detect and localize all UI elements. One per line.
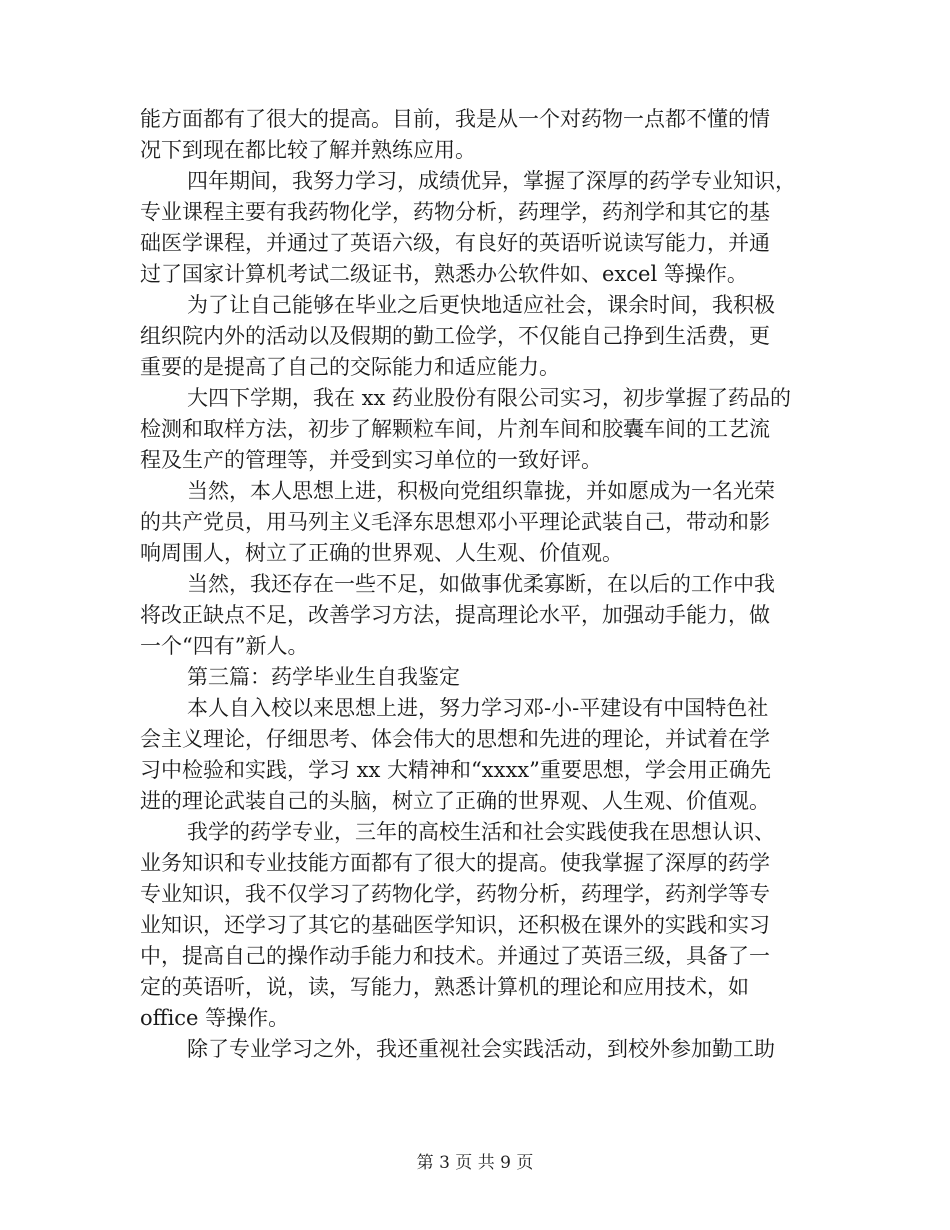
text-line: 检测和取样方法，初步了解颗粒车间，片剂车间和胶囊车间的工艺流 (140, 417, 770, 441)
text-line: 的共产党员，用马列主义毛泽东思想邓小平理论武装自己，带动和影 (140, 510, 770, 534)
text-line: 能方面都有了很大的提高。目前，我是从一个对药物一点都不懂的情 (140, 107, 770, 131)
text-line: 将改正缺点不足，改善学习方法，提高理论水平，加强动手能力，做 (140, 603, 770, 627)
text-line: 组织院内外的活动以及假期的勤工俭学，不仅能自己挣到生活费，更 (140, 324, 770, 348)
text-line: 程及生产的管理等，并受到实习单位的一致好评。 (140, 448, 602, 472)
text-line: office 等操作。 (140, 1006, 290, 1030)
text-line: 定的英语听，说，读，写能力，熟悉计算机的理论和应用技术，如 (140, 975, 749, 999)
text-line: 业知识，还学习了其它的基础医学知识，还积极在课外的实践和实习 (140, 913, 770, 937)
text-line: 习中检验和实践，学习 xx 大精神和“xxxx”重要思想，学会用正确先 (140, 758, 771, 782)
document-body (140, 104, 812, 1065)
text-line: 会主义理论，仔细思考、体会伟大的思想和先进的理论，并试着在学 (140, 727, 770, 751)
text-line: 我学的药学专业，三年的高校生活和社会实践使我在思想认识、 (187, 820, 775, 844)
text-line: 响周围人，树立了正确的世界观、人生观、价值观。 (140, 541, 623, 565)
text-line: 业务知识和专业技能方面都有了很大的提高。使我掌握了深厚的药学 (140, 851, 770, 875)
text-line: 为了让自己能够在毕业之后更快地适应社会，课余时间，我积极 (187, 293, 775, 317)
text-line: 一个“四有”新人。 (140, 634, 309, 658)
text-line: 础医学课程，并通过了英语六级，有良好的英语听说读写能力，并通 (140, 231, 770, 255)
text-line: 四年期间，我努力学习，成绩优异，掌握了深厚的药学专业知识， (187, 169, 796, 193)
text-line: 第三篇：药学毕业生自我鉴定 (187, 665, 460, 689)
text-line: 本人自入校以来思想上进，努力学习邓-小-平建设有中国特色社 (187, 696, 769, 720)
text-line: 专业课程主要有我药物化学，药物分析，药理学，药剂学和其它的基 (140, 200, 770, 224)
text-line: 重要的是提高了自己的交际能力和适应能力。 (140, 355, 560, 379)
text-line: 况下到现在都比较了解并熟练应用。 (140, 138, 476, 162)
page-number-footer: 第 3 页 共 9 页 (416, 1153, 534, 1173)
text-line: 进的理论武装自己的头脑，树立了正确的世界观、人生观、价值观。 (140, 789, 770, 813)
text-line: 除了专业学习之外，我还重视社会实践活动，到校外参加勤工助 (187, 1037, 775, 1061)
text-line: 中，提高自己的操作动手能力和技术。并通过了英语三级，具备了一 (140, 944, 770, 968)
text-line: 当然，本人思想上进，积极向党组织靠拢，并如愿成为一名光荣 (187, 479, 775, 503)
text-line: 大四下学期，我在 xx 药业股份有限公司实习，初步掌握了药品的 (187, 386, 792, 410)
text-line: 过了国家计算机考试二级证书，熟悉办公软件如、excel 等操作。 (140, 262, 748, 286)
text-line: 专业知识，我不仅学习了药物化学，药物分析，药理学，药剂学等专 (140, 882, 770, 906)
text-line: 当然，我还存在一些不足，如做事优柔寡断，在以后的工作中我 (187, 572, 775, 596)
